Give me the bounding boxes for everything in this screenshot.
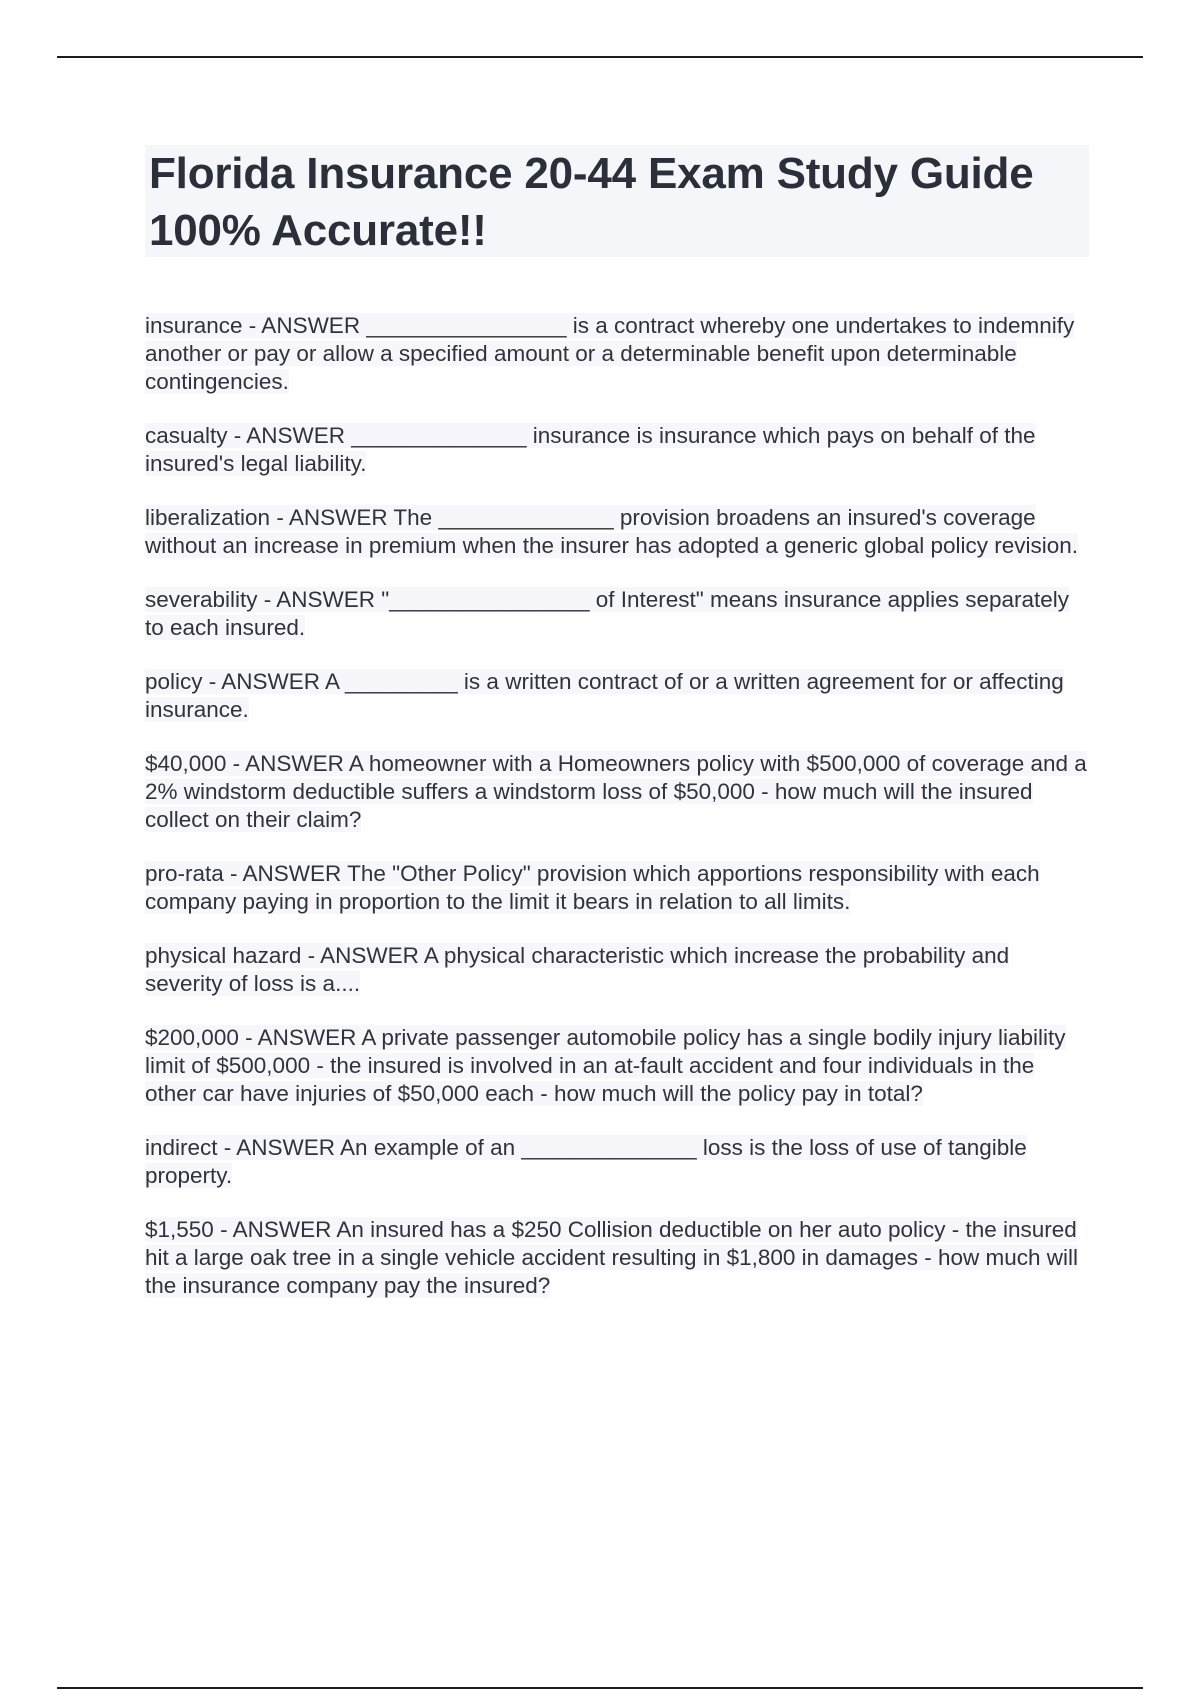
- qa-text: $1,550 - ANSWER An insured has a $250 Collision deductible on her auto policy - the insured hit a large oak tree in a single vehicle accident resulting in $1,800 in damages - how much will the insurance company pay the insured?: [145, 1217, 1079, 1298]
- qa-item: [145, 668, 1089, 724]
- qa-item: [145, 1024, 1089, 1108]
- qa-list: [145, 312, 1089, 1326]
- qa-text: severability - ANSWER "________________ of Interest" means insurance applies separately to each insured.: [145, 587, 1070, 640]
- qa-text: $40,000 - ANSWER A homeowner with a Homeowners policy with $500,000 of coverage and a 2% windstorm deductible suffers a windstorm loss of $50,000 - how much will the insured collect on their claim?: [145, 751, 1087, 832]
- title-block: [145, 145, 1089, 257]
- qa-text: policy - ANSWER A _________ is a written contract of or a written agreement for or affecting insurance.: [145, 669, 1064, 722]
- qa-text: pro-rata - ANSWER The "Other Policy" provision which apportions responsibility with each company paying in proportion to the limit it bears in relation to all limits.: [145, 861, 1040, 914]
- qa-text: physical hazard - ANSWER A physical characteristic which increase the probability and severity of loss is a....: [145, 943, 1010, 996]
- qa-item: [145, 750, 1089, 834]
- qa-text: insurance - ANSWER ________________ is a contract whereby one undertakes to indemnify another or pay or allow a specified amount or a determinable benefit upon determinable contingencies.: [145, 313, 1075, 394]
- qa-item: [145, 1216, 1089, 1300]
- qa-item: [145, 586, 1089, 642]
- qa-item: [145, 422, 1089, 478]
- qa-item: [145, 1134, 1089, 1190]
- qa-text: liberalization - ANSWER The ______________ provision broadens an insured's coverage without an increase in premium when the insurer has adopted a generic global policy revision.: [145, 505, 1079, 558]
- qa-item: [145, 312, 1089, 396]
- qa-item: [145, 860, 1089, 916]
- bottom-divider: [57, 1687, 1143, 1689]
- qa-text: $200,000 - ANSWER A private passenger automobile policy has a single bodily injury liability limit of $500,000 - the insured is involved in an at-fault accident and four individuals in the other car have injuries of $50,000 each - how much will the policy pay in total?: [145, 1025, 1066, 1106]
- qa-item: [145, 504, 1089, 560]
- qa-item: [145, 942, 1089, 998]
- page-title: Florida Insurance 20-44 Exam Study Guide 100% Accurate!!: [149, 149, 1034, 255]
- qa-text: casualty - ANSWER ______________ insurance is insurance which pays on behalf of the insured's legal liability.: [145, 423, 1036, 476]
- top-divider: [57, 56, 1143, 58]
- qa-text: indirect - ANSWER An example of an ______________ loss is the loss of use of tangible property.: [145, 1135, 1027, 1188]
